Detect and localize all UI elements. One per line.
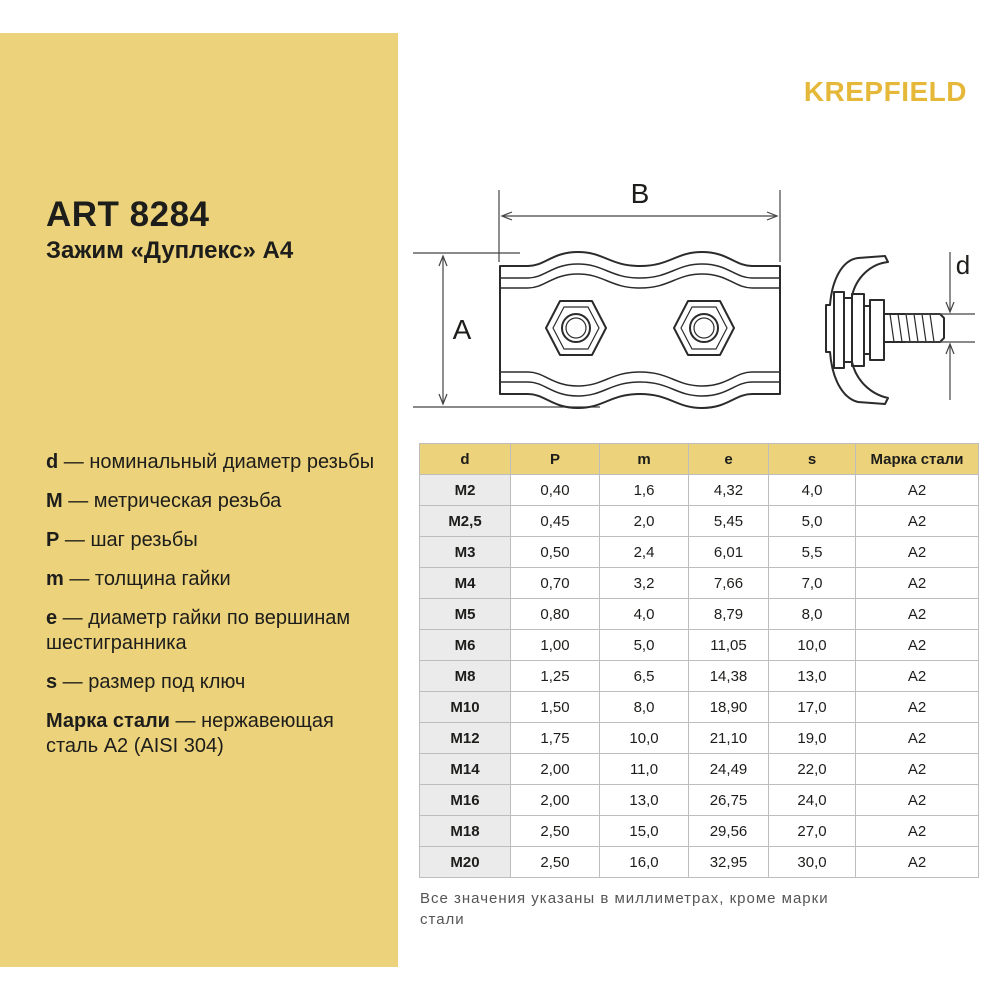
label-a: A	[452, 314, 472, 345]
cell-steel-grade: A2	[856, 537, 979, 568]
header-e: e	[689, 444, 769, 475]
cell-e: 32,95	[689, 847, 769, 878]
cell-e: 8,79	[689, 599, 769, 630]
legend-item	[46, 606, 386, 656]
cell-d: M12	[420, 723, 511, 754]
cell-p: 0,40	[511, 475, 600, 506]
legend-desc: — шаг резьбы	[59, 529, 198, 551]
table-row	[420, 506, 979, 537]
table-row	[420, 816, 979, 847]
cell-p: 0,50	[511, 537, 600, 568]
cell-steel-grade: A2	[856, 475, 979, 506]
cell-s: 13,0	[769, 661, 856, 692]
legend-desc: — диаметр гайки по вершинам шестигранника	[46, 607, 351, 654]
cell-steel-grade: A2	[856, 661, 979, 692]
clamp-front-view	[500, 252, 780, 408]
cell-m: 2,0	[600, 506, 689, 537]
legend-item	[46, 567, 386, 592]
legend-term: d	[46, 451, 59, 473]
cell-steel-grade: A2	[856, 754, 979, 785]
cell-p: 2,00	[511, 754, 600, 785]
spec-table	[419, 443, 979, 878]
table-row	[420, 847, 979, 878]
legend-item	[46, 709, 386, 759]
legend-item	[46, 670, 386, 695]
cell-m: 4,0	[600, 599, 689, 630]
table-row	[420, 754, 979, 785]
cell-p: 1,25	[511, 661, 600, 692]
cell-p: 1,75	[511, 723, 600, 754]
cell-p: 2,50	[511, 816, 600, 847]
cell-m: 6,5	[600, 661, 689, 692]
label-b: B	[630, 178, 650, 209]
cell-s: 30,0	[769, 847, 856, 878]
cell-steel-grade: A2	[856, 723, 979, 754]
cell-p: 0,70	[511, 568, 600, 599]
table-row	[420, 475, 979, 506]
cell-steel-grade: A2	[856, 847, 979, 878]
cell-e: 26,75	[689, 785, 769, 816]
cell-m: 3,2	[600, 568, 689, 599]
legend-desc: — толщина гайки	[63, 568, 231, 590]
cell-p: 0,45	[511, 506, 600, 537]
cell-d: M4	[420, 568, 511, 599]
cell-d: M20	[420, 847, 511, 878]
table-row	[420, 568, 979, 599]
cell-d: M10	[420, 692, 511, 723]
clamp-side-view	[826, 256, 944, 404]
cell-m: 2,4	[600, 537, 689, 568]
legend-desc: — размер под ключ	[57, 671, 246, 693]
cell-e: 18,90	[689, 692, 769, 723]
header-steel-grade: Марка стали	[856, 444, 979, 475]
legend	[46, 450, 386, 773]
legend-term: P	[46, 529, 60, 551]
footnote: Все значения указаны в миллиметрах, кроме марки стали	[420, 890, 829, 928]
cell-s: 5,0	[769, 506, 856, 537]
cell-m: 10,0	[600, 723, 689, 754]
legend-term: Марка стали	[46, 710, 170, 732]
legend-term: s	[46, 671, 58, 693]
cell-steel-grade: A2	[856, 599, 979, 630]
cell-m: 11,0	[600, 754, 689, 785]
legend-desc: — нержавеющая сталь A2 (AISI 304)	[46, 710, 334, 757]
label-d: d	[955, 250, 971, 280]
cell-m: 13,0	[600, 785, 689, 816]
table-row	[420, 723, 979, 754]
table-row	[420, 599, 979, 630]
cell-s: 22,0	[769, 754, 856, 785]
legend-item	[46, 528, 386, 553]
legend-desc: — метрическая резьба	[62, 490, 282, 512]
legend-item	[46, 489, 386, 514]
cell-s: 24,0	[769, 785, 856, 816]
header-s: s	[769, 444, 856, 475]
cell-e: 4,32	[689, 475, 769, 506]
table-header-row	[420, 444, 979, 475]
cell-e: 6,01	[689, 537, 769, 568]
brand-logo: KREPFIELD	[803, 76, 967, 107]
table-row	[420, 661, 979, 692]
cell-e: 14,38	[689, 661, 769, 692]
cell-s: 7,0	[769, 568, 856, 599]
legend-term: m	[46, 568, 64, 590]
legend-item	[46, 450, 386, 475]
cell-p: 1,50	[511, 692, 600, 723]
table-row	[420, 537, 979, 568]
cell-steel-grade: A2	[856, 816, 979, 847]
header-p: P	[511, 444, 600, 475]
product-title: Зажим «Дуплекс» А4	[46, 237, 294, 264]
cell-e: 11,05	[689, 630, 769, 661]
cell-e: 24,49	[689, 754, 769, 785]
cell-steel-grade: A2	[856, 785, 979, 816]
cell-d: M16	[420, 785, 511, 816]
cell-s: 4,0	[769, 475, 856, 506]
cell-d: M8	[420, 661, 511, 692]
table-row	[420, 785, 979, 816]
cell-e: 7,66	[689, 568, 769, 599]
cell-s: 8,0	[769, 599, 856, 630]
cell-s: 19,0	[769, 723, 856, 754]
cell-steel-grade: A2	[856, 506, 979, 537]
cell-s: 17,0	[769, 692, 856, 723]
cell-d: M2,5	[420, 506, 511, 537]
table-row	[420, 630, 979, 661]
cell-e: 5,45	[689, 506, 769, 537]
cell-steel-grade: A2	[856, 630, 979, 661]
cell-e: 29,56	[689, 816, 769, 847]
cell-d: M6	[420, 630, 511, 661]
cell-s: 27,0	[769, 816, 856, 847]
legend-term: M	[46, 490, 63, 512]
cell-m: 8,0	[600, 692, 689, 723]
cell-e: 21,10	[689, 723, 769, 754]
legend-term: e	[46, 607, 58, 629]
cell-d: M14	[420, 754, 511, 785]
dimension-a	[413, 253, 600, 407]
cell-s: 10,0	[769, 630, 856, 661]
cell-s: 5,5	[769, 537, 856, 568]
header-d: d	[420, 444, 511, 475]
cell-p: 1,00	[511, 630, 600, 661]
cell-m: 16,0	[600, 847, 689, 878]
cell-d: M3	[420, 537, 511, 568]
cell-steel-grade: A2	[856, 692, 979, 723]
cell-d: M5	[420, 599, 511, 630]
cell-m: 5,0	[600, 630, 689, 661]
cell-p: 2,00	[511, 785, 600, 816]
legend-desc: — номинальный диаметр резьбы	[58, 451, 375, 473]
article-number: ART 8284	[46, 195, 210, 234]
cell-p: 2,50	[511, 847, 600, 878]
clamp-diagram	[400, 160, 1000, 420]
cell-m: 1,6	[600, 475, 689, 506]
cell-d: M18	[420, 816, 511, 847]
cell-p: 0,80	[511, 599, 600, 630]
cell-d: M2	[420, 475, 511, 506]
cell-steel-grade: A2	[856, 568, 979, 599]
table-row	[420, 692, 979, 723]
header-m: m	[600, 444, 689, 475]
cell-m: 15,0	[600, 816, 689, 847]
